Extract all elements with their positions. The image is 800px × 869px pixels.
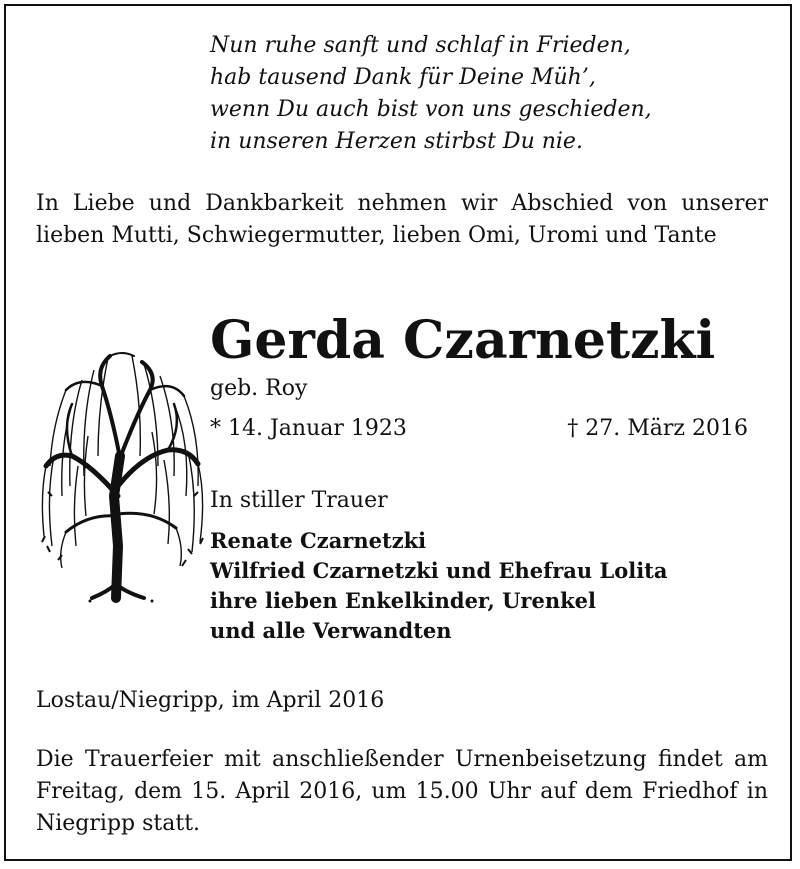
funeral-info: Die Trauerfeier mit anschließender Urnenbeisetzung findet am Freitag, dem 15. April 2016, um 15.00 Uhr auf dem Friedhof in Niegripp statt. xyxy=(36,747,768,836)
weeping-tree-icon xyxy=(32,346,210,606)
maiden-name: geb. Roy xyxy=(210,376,308,401)
mourner: ihre lieben Enkelkinder, Urenkel xyxy=(210,588,596,613)
poem-line: wenn Du auch bist von uns geschieden, xyxy=(210,97,652,122)
mourner: und alle Verwandten xyxy=(210,618,452,643)
poem-line: in unseren Herzen stirbst Du nie. xyxy=(210,129,583,154)
poem-line: Nun ruhe sanft und schlaf in Frieden, xyxy=(210,33,631,58)
mourning-heading: In stiller Trauer xyxy=(210,488,388,513)
death-date: † 27. März 2016 xyxy=(567,416,748,441)
deceased-name: Gerda Czarnetzki xyxy=(210,310,716,371)
mourner: Wilfried Czarnetzki und Ehefrau Lolita xyxy=(210,558,668,583)
obituary-notice xyxy=(4,4,792,861)
mourner: Renate Czarnetzki xyxy=(210,528,427,553)
intro-text: In Liebe und Dankbarkeit nehmen wir Abschied von unserer lieben Mutti, Schwiegermutter, lieben Omi, Uromi und Tante xyxy=(36,191,768,248)
mourners-list xyxy=(210,526,668,646)
place-date: Lostau/Niegripp, im April 2016 xyxy=(36,688,385,713)
poem xyxy=(210,30,652,158)
poem-line: hab tausend Dank für Deine Müh’, xyxy=(210,65,596,90)
birth-date: * 14. Januar 1923 xyxy=(210,416,407,441)
